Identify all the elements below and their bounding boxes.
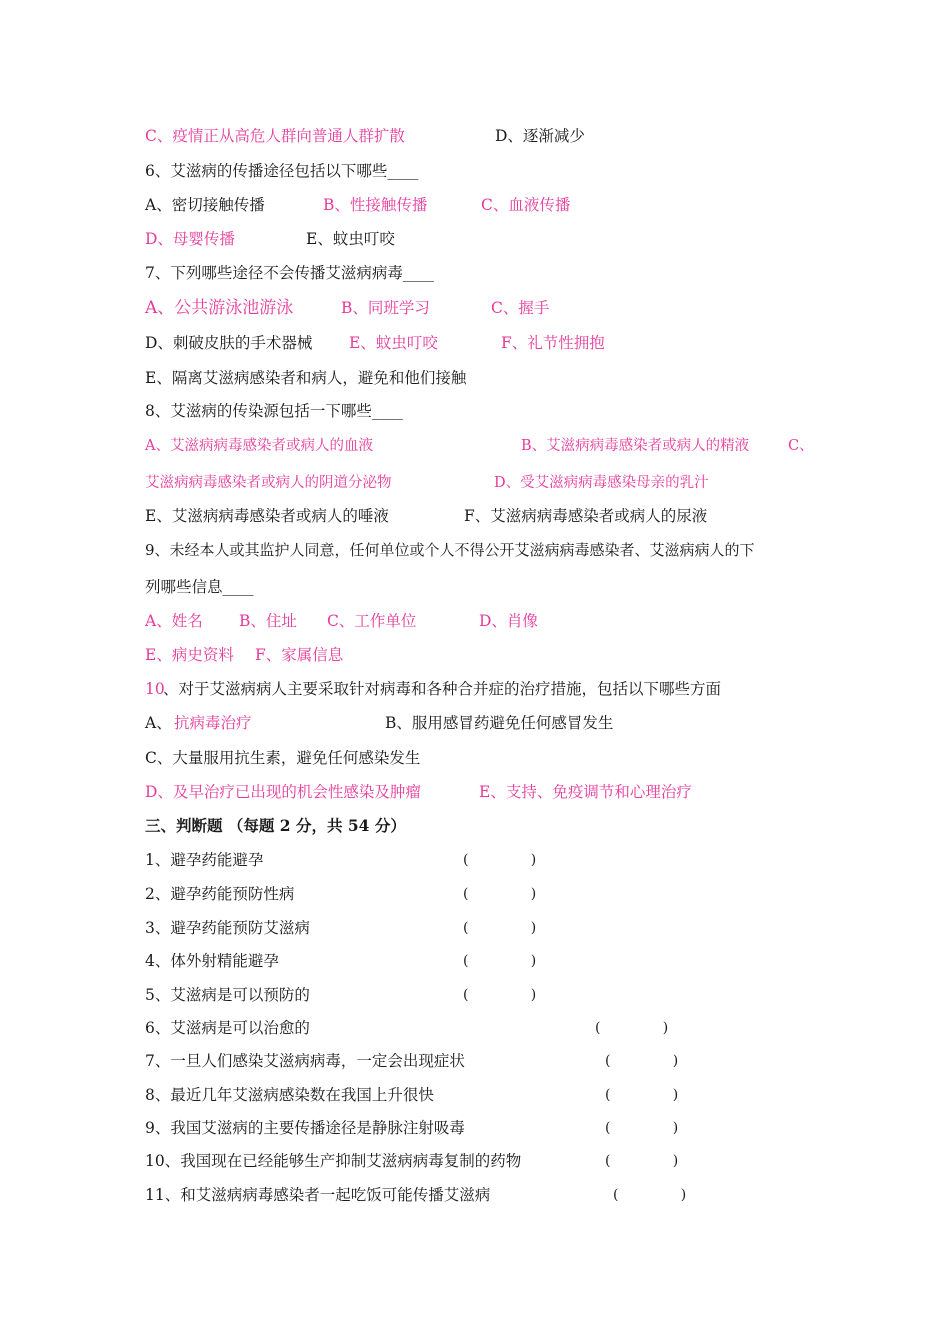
option-a: A、艾滋病病毒感染者或病人的血液 [145,438,373,454]
option-b: B、性接触传播 [323,196,428,214]
question-number: 10 [145,680,165,698]
option-f: F、艾滋病病毒感染者或病人的尿液 [464,507,708,525]
option-c: C、 [788,438,814,454]
answer-blank[interactable]: ( ) [613,1187,687,1203]
judgement-question-text: 3、避孕药能预防艾滋病 [145,919,310,937]
answer-blank[interactable]: ( ) [463,852,537,868]
judgement-question-text: 6、艾滋病是可以治愈的 [145,1019,310,1037]
question-7: 7、下列哪些途径不会传播艾滋病病毒____ [145,264,434,282]
answer-blank[interactable]: ( ) [463,920,537,936]
option-a: A、密切接触传播 [145,196,265,214]
judgement-question-text: 2、避孕药能预防性病 [145,885,295,903]
answer-blank[interactable]: ( ) [605,1120,679,1136]
question-6: 6、艾滋病的传播途径包括以下哪些____ [145,162,419,180]
option-f: F、家属信息 [255,646,344,664]
option-c: C、血液传播 [481,196,571,214]
question-10-text: 、对于艾滋病病人主要采取针对病毒和各种合并症的治疗措施，包括以下哪些方面 [163,680,722,698]
option-e: E、支持、免疫调节和心理治疗 [479,783,692,801]
option-e: E、艾滋病病毒感染者或病人的唾液 [145,507,389,525]
judgement-question-text: 11、和艾滋病病毒感染者一起吃饭可能传播艾滋病 [145,1186,491,1204]
option-b: B、服用感冒药避免任何感冒发生 [385,714,614,732]
judgement-question-text: 1、避孕药能避孕 [145,851,264,869]
judgement-question-text: 8、最近几年艾滋病感染数在我国上升很快 [145,1086,434,1104]
option-a: A、姓名 [145,612,203,630]
question-9: 9、未经本人或其监护人同意，任何单位或个人不得公开艾滋病病毒感染者、艾滋病病人的下 [145,541,755,559]
option-e: E、蚊虫叮咬 [349,334,438,352]
option-b: B、艾滋病病毒感染者或病人的精液 [521,438,750,454]
option-f: F、礼节性拥抱 [501,334,605,352]
judgement-question-text: 9、我国艾滋病的主要传播途径是静脉注射吸毒 [145,1119,465,1137]
option-e: E、病史资料 [145,646,234,664]
option-e: E、蚊虫叮咬 [306,230,395,248]
answer-blank[interactable]: ( ) [463,953,537,969]
option-d: D、及早治疗已出现的机会性感染及肿瘤 [145,783,421,801]
judgement-question-text: 4、体外射精能避孕 [145,952,279,970]
option-a-text: 抗病毒治疗 [174,714,252,732]
option-d: D、逐渐减少 [495,127,585,145]
answer-blank[interactable]: ( ) [605,1153,679,1169]
option-e-line: E、隔离艾滋病感染者和病人，避免和他们接触 [145,369,467,387]
section-heading: 三、判断题 （每题 2 分，共 54 分） [145,816,406,835]
option-c: C、握手 [491,299,550,317]
option-c-line: C、大量服用抗生素，避免任何感染发生 [145,749,421,767]
option-c: C、疫情正从高危人群向普通人群扩散 [145,127,405,145]
judgement-question-text: 10、我国现在已经能够生产抑制艾滋病病毒复制的药物 [145,1152,522,1170]
option-d: D、受艾滋病病毒感染母亲的乳汁 [494,475,709,491]
answer-blank[interactable]: ( ) [605,1087,679,1103]
judgement-question-text: 5、艾滋病是可以预防的 [145,986,310,1004]
question-8: 8、艾滋病的传染源包括一下哪些____ [145,402,403,420]
option-b: B、同班学习 [341,299,430,317]
answer-blank[interactable]: ( ) [595,1020,669,1036]
option-a-label: A、 [145,714,172,732]
option-c-text: 艾滋病病毒感染者或病人的阴道分泌物 [145,475,392,491]
option-b: B、住址 [239,612,297,630]
answer-blank[interactable]: ( ) [605,1053,679,1069]
judgement-question-text: 7、一旦人们感染艾滋病病毒，一定会出现症状 [145,1052,465,1070]
question-9-cont: 列哪些信息____ [145,578,254,596]
answer-blank[interactable]: ( ) [463,886,537,902]
option-a: A、公共游泳池游泳 [145,298,294,318]
option-d: D、刺破皮肤的手术器械 [145,334,313,352]
answer-blank[interactable]: ( ) [463,987,537,1003]
option-d: D、肖像 [479,612,538,630]
option-d: D、母婴传播 [145,230,235,248]
option-c: C、工作单位 [327,612,417,630]
